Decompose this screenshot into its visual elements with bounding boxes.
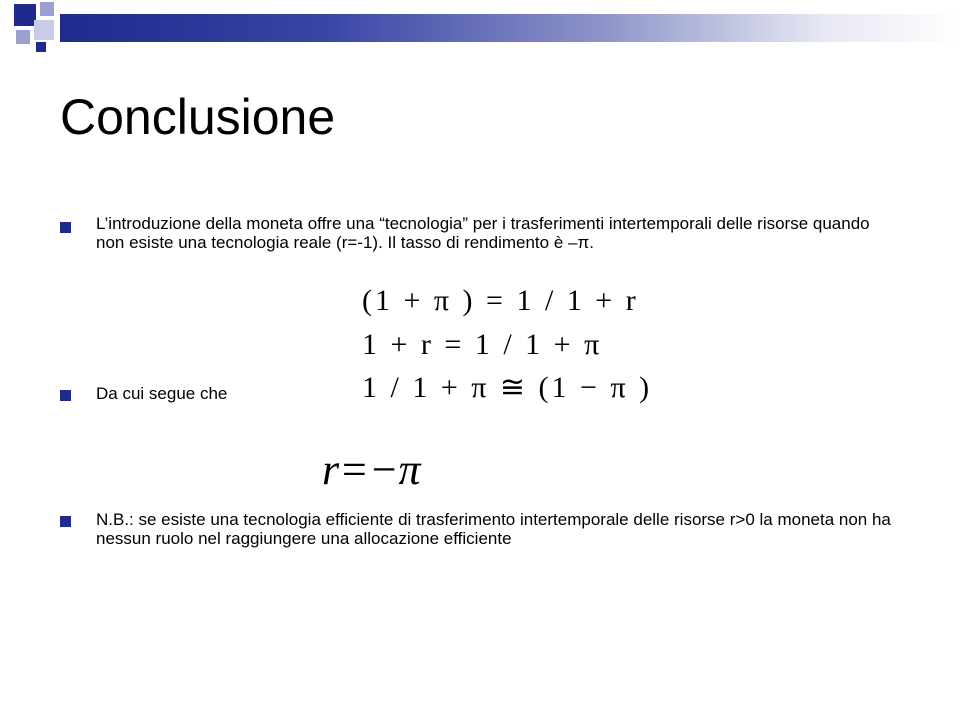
equation-2: 1 + r = 1 / 1 + π xyxy=(362,328,603,361)
header-gradient-bar xyxy=(60,14,960,42)
decorative-square xyxy=(34,20,54,40)
decorative-square xyxy=(40,2,54,16)
bullet-icon xyxy=(60,222,71,233)
bullet-text-consequence: Da cui segue che xyxy=(96,384,228,403)
decorative-square xyxy=(14,4,36,26)
bullet-icon xyxy=(60,516,71,527)
slide-title: Conclusione xyxy=(60,89,336,145)
bullet-text-nb: N.B.: se esiste una tecnologia efficiente di trasferimento intertemporale delle risorse r>0 la moneta non ha nessun ruolo nel raggiungere una allocazione efficiente xyxy=(96,510,891,548)
bullet-text-intro: L’introduzione della moneta offre una “tecnologia” per i trasferimenti intertemporali delle risorse quando non esiste una tecnologia reale (r=-1). Il tasso di rendimento è –π. xyxy=(96,214,870,252)
result-equation: r=−π xyxy=(322,445,421,494)
equation-1: (1 + π ) = 1 / 1 + r xyxy=(362,284,639,317)
bullet-icon xyxy=(60,390,71,401)
decorative-square xyxy=(16,30,30,44)
equation-3: 1 / 1 + π ≅ (1 − π ) xyxy=(362,371,653,404)
decorative-square xyxy=(36,42,46,52)
